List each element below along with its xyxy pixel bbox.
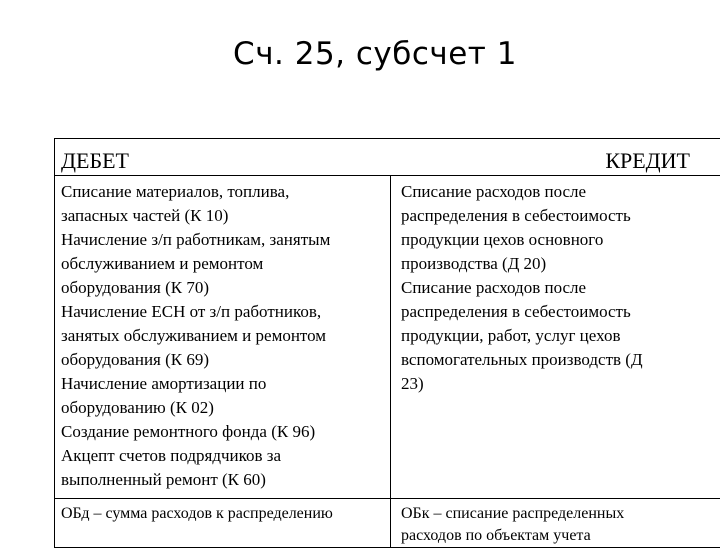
debit-line: оборудованию (К 02) — [61, 396, 384, 420]
debit-line: Начисление амортизации по — [61, 372, 384, 396]
credit-line: 23) — [401, 372, 716, 396]
credit-line: вспомогательных производств (Д — [401, 348, 716, 372]
page-title: Сч. 25, субсчет 1 — [0, 36, 720, 72]
credit-line: распределения в себестоимость — [401, 300, 716, 324]
credit-line: продукции, работ, услуг цехов — [401, 324, 716, 348]
debit-line: выполненный ремонт (К 60) — [61, 468, 384, 492]
account-table — [54, 138, 720, 548]
debit-line: Акцепт счетов подрядчиков за — [61, 444, 384, 468]
debit-line: Списание материалов, топлива, — [61, 180, 384, 204]
table-footer-row — [55, 499, 720, 548]
debit-entries — [55, 176, 391, 499]
debit-line: Создание ремонтного фонда (К 96) — [61, 420, 384, 444]
credit-entries — [391, 176, 720, 499]
debit-line: Начисление ЕСН от з/п работников, — [61, 300, 384, 324]
debit-line: оборудования (К 70) — [61, 276, 384, 300]
credit-line: Списание расходов после — [401, 276, 716, 300]
debit-line: обслуживанием и ремонтом — [61, 252, 384, 276]
table-body-row — [55, 176, 720, 499]
credit-line: продукции цехов основного — [401, 228, 716, 252]
table-header-row — [55, 139, 720, 176]
credit-footer-line: ОБк – списание распределенных — [401, 503, 714, 525]
credit-line: распределения в себестоимость — [401, 204, 716, 228]
credit-footer-line: расходов по объектам учета — [401, 525, 714, 547]
credit-footer — [391, 499, 720, 548]
debit-line: запасных частей (К 10) — [61, 204, 384, 228]
debit-header: ДЕБЕТ — [55, 139, 391, 176]
credit-header: КРЕДИТ — [391, 139, 720, 176]
credit-line: производства (Д 20) — [401, 252, 716, 276]
debit-footer: ОБд – сумма расходов к распределению — [55, 499, 391, 548]
debit-line: занятых обслуживанием и ремонтом — [61, 324, 384, 348]
debit-line: Начисление з/п работникам, занятым — [61, 228, 384, 252]
credit-line: Списание расходов после — [401, 180, 716, 204]
debit-line: оборудования (К 69) — [61, 348, 384, 372]
